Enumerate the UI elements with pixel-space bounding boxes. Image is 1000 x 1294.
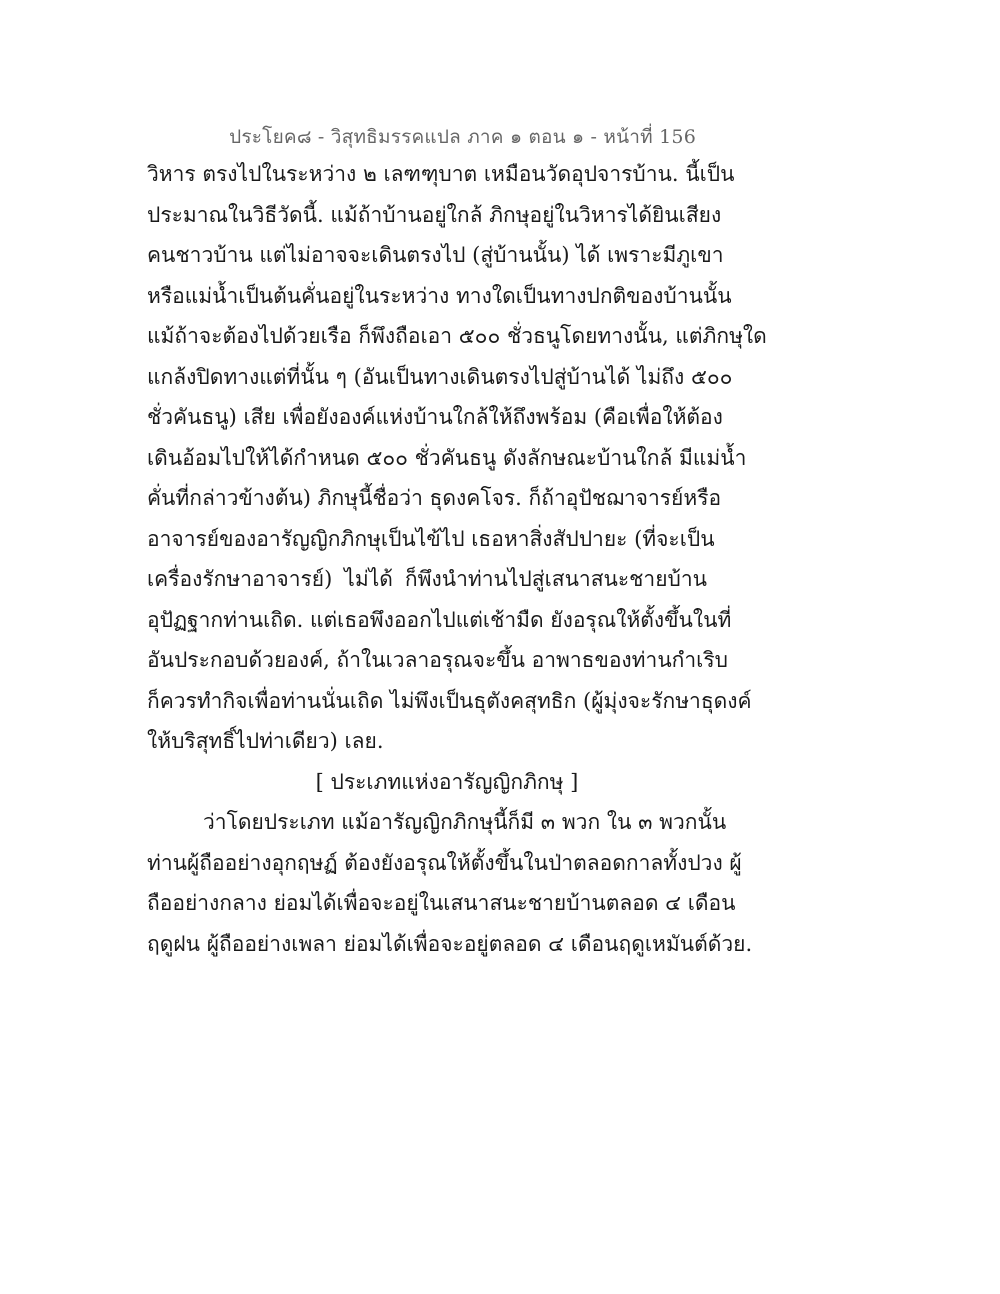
text-line: อาจารย์ของอารัญญิกภิกษุเป็นไข้ไป เธอหาสิ่งสัปปายะ (ที่จะเป็น bbox=[147, 526, 715, 551]
text-line: คั่นที่กล่าวข้างต้น) ภิกษุนี้ชื่อว่า ธุดงคโจร. ก็ถ้าอุปัชฌาจารย์หรือ bbox=[147, 486, 722, 510]
text-line: ว่าโดยประเภท แม้อารัญญิกภิกษุนี้ก็มี ๓ พวก ใน ๓ พวกนั้น bbox=[203, 810, 727, 834]
text-line: แกล้งปิดทางแต่ที่นั้น ๆ (อันเป็นทางเดินตรงไปสู่บ้านได้ ไม่ถึง ๕๐๐ bbox=[147, 364, 733, 389]
running-header: ประโยค๘ - วิสุทธิมรรคแปล ภาค ๑ ตอน ๑ - หน้าที่ 156 bbox=[229, 126, 696, 148]
text-line: วิหาร ตรงไปในระหว่าง ๒ เลฑฑุบาต เหมือนวัดอุปจารบ้าน. นี้เป็น bbox=[147, 162, 735, 186]
body-text bbox=[147, 154, 767, 964]
text-line: แม้ถ้าจะต้องไปด้วยเรือ ก็พึงถือเอา ๕๐๐ ชั่วธนูโดยทางนั้น, แต่ภิกษุใด bbox=[147, 324, 767, 348]
text-line: คนชาวบ้าน แต่ไม่อาจจะเดินตรงไป (สู่บ้านนั้น) ได้ เพราะมีภูเขา bbox=[147, 243, 724, 267]
text-line: หรือแม่น้ำเป็นต้นคั่นอยู่ในระหว่าง ทางใดเป็นทางปกติของบ้านนั้น bbox=[147, 283, 732, 308]
text-line: ก็ควรทำกิจเพื่อท่านนั่นเถิด ไม่พึงเป็นธุตังคสุทธิก (ผู้มุ่งจะรักษาธุดงค์ bbox=[147, 688, 752, 713]
text-line: อันประกอบด้วยองค์, ถ้าในเวลาอรุณจะขึ้น อาพาธของท่านกำเริบ bbox=[147, 648, 728, 672]
text-line: ชั่วคันธนู) เสีย เพื่อยังองค์แห่งบ้านใกล้ให้ถึงพร้อม (คือเพื่อให้ต้อง bbox=[147, 405, 723, 429]
text-line: ถืออย่างกลาง ย่อมได้เพื่อจะอยู่ในเสนาสนะชายบ้านตลอด ๔ เดือน bbox=[147, 891, 736, 915]
text-line: ให้บริสุทธิ์ไปท่าเดียว) เลย. bbox=[147, 729, 384, 753]
text-line: อุปัฏฐากท่านเถิด. แต่เธอพึงออกไปแต่เช้ามืด ยังอรุณให้ตั้งขึ้นในที่ bbox=[147, 607, 732, 632]
text-line: ฤดูฝน ผู้ถืออย่างเพลา ย่อมได้เพื่อจะอยู่ตลอด ๔ เดือนฤดูเหมันต์ด้วย. bbox=[147, 931, 753, 956]
text-line: ท่านผู้ถืออย่างอุกฤษฏ์ ต้องยังอรุณให้ตั้งขึ้นในป่าตลอดกาลทั้งปวง ผู้ bbox=[147, 850, 742, 875]
paragraph-1 bbox=[147, 154, 767, 762]
paragraph-2 bbox=[147, 802, 753, 964]
section-heading: [ ประเภทแห่งอารัญญิกภิกษุ ] bbox=[315, 769, 579, 794]
text-line: เครื่องรักษาอาจารย์) ไม่ได้ ก็พึงนำท่านไปสู่เสนาสนะชายบ้าน bbox=[147, 567, 707, 591]
text-line: ประมาณในวิธีวัดนี้. แม้ถ้าบ้านอยู่ใกล้ ภิกษุอยู่ในวิหารได้ยินเสียง bbox=[147, 202, 722, 227]
text-line: เดินอ้อมไปให้ได้กำหนด ๕๐๐ ชั่วคันธนู ดังลักษณะบ้านใกล้ มีแม่น้ำ bbox=[147, 445, 747, 470]
